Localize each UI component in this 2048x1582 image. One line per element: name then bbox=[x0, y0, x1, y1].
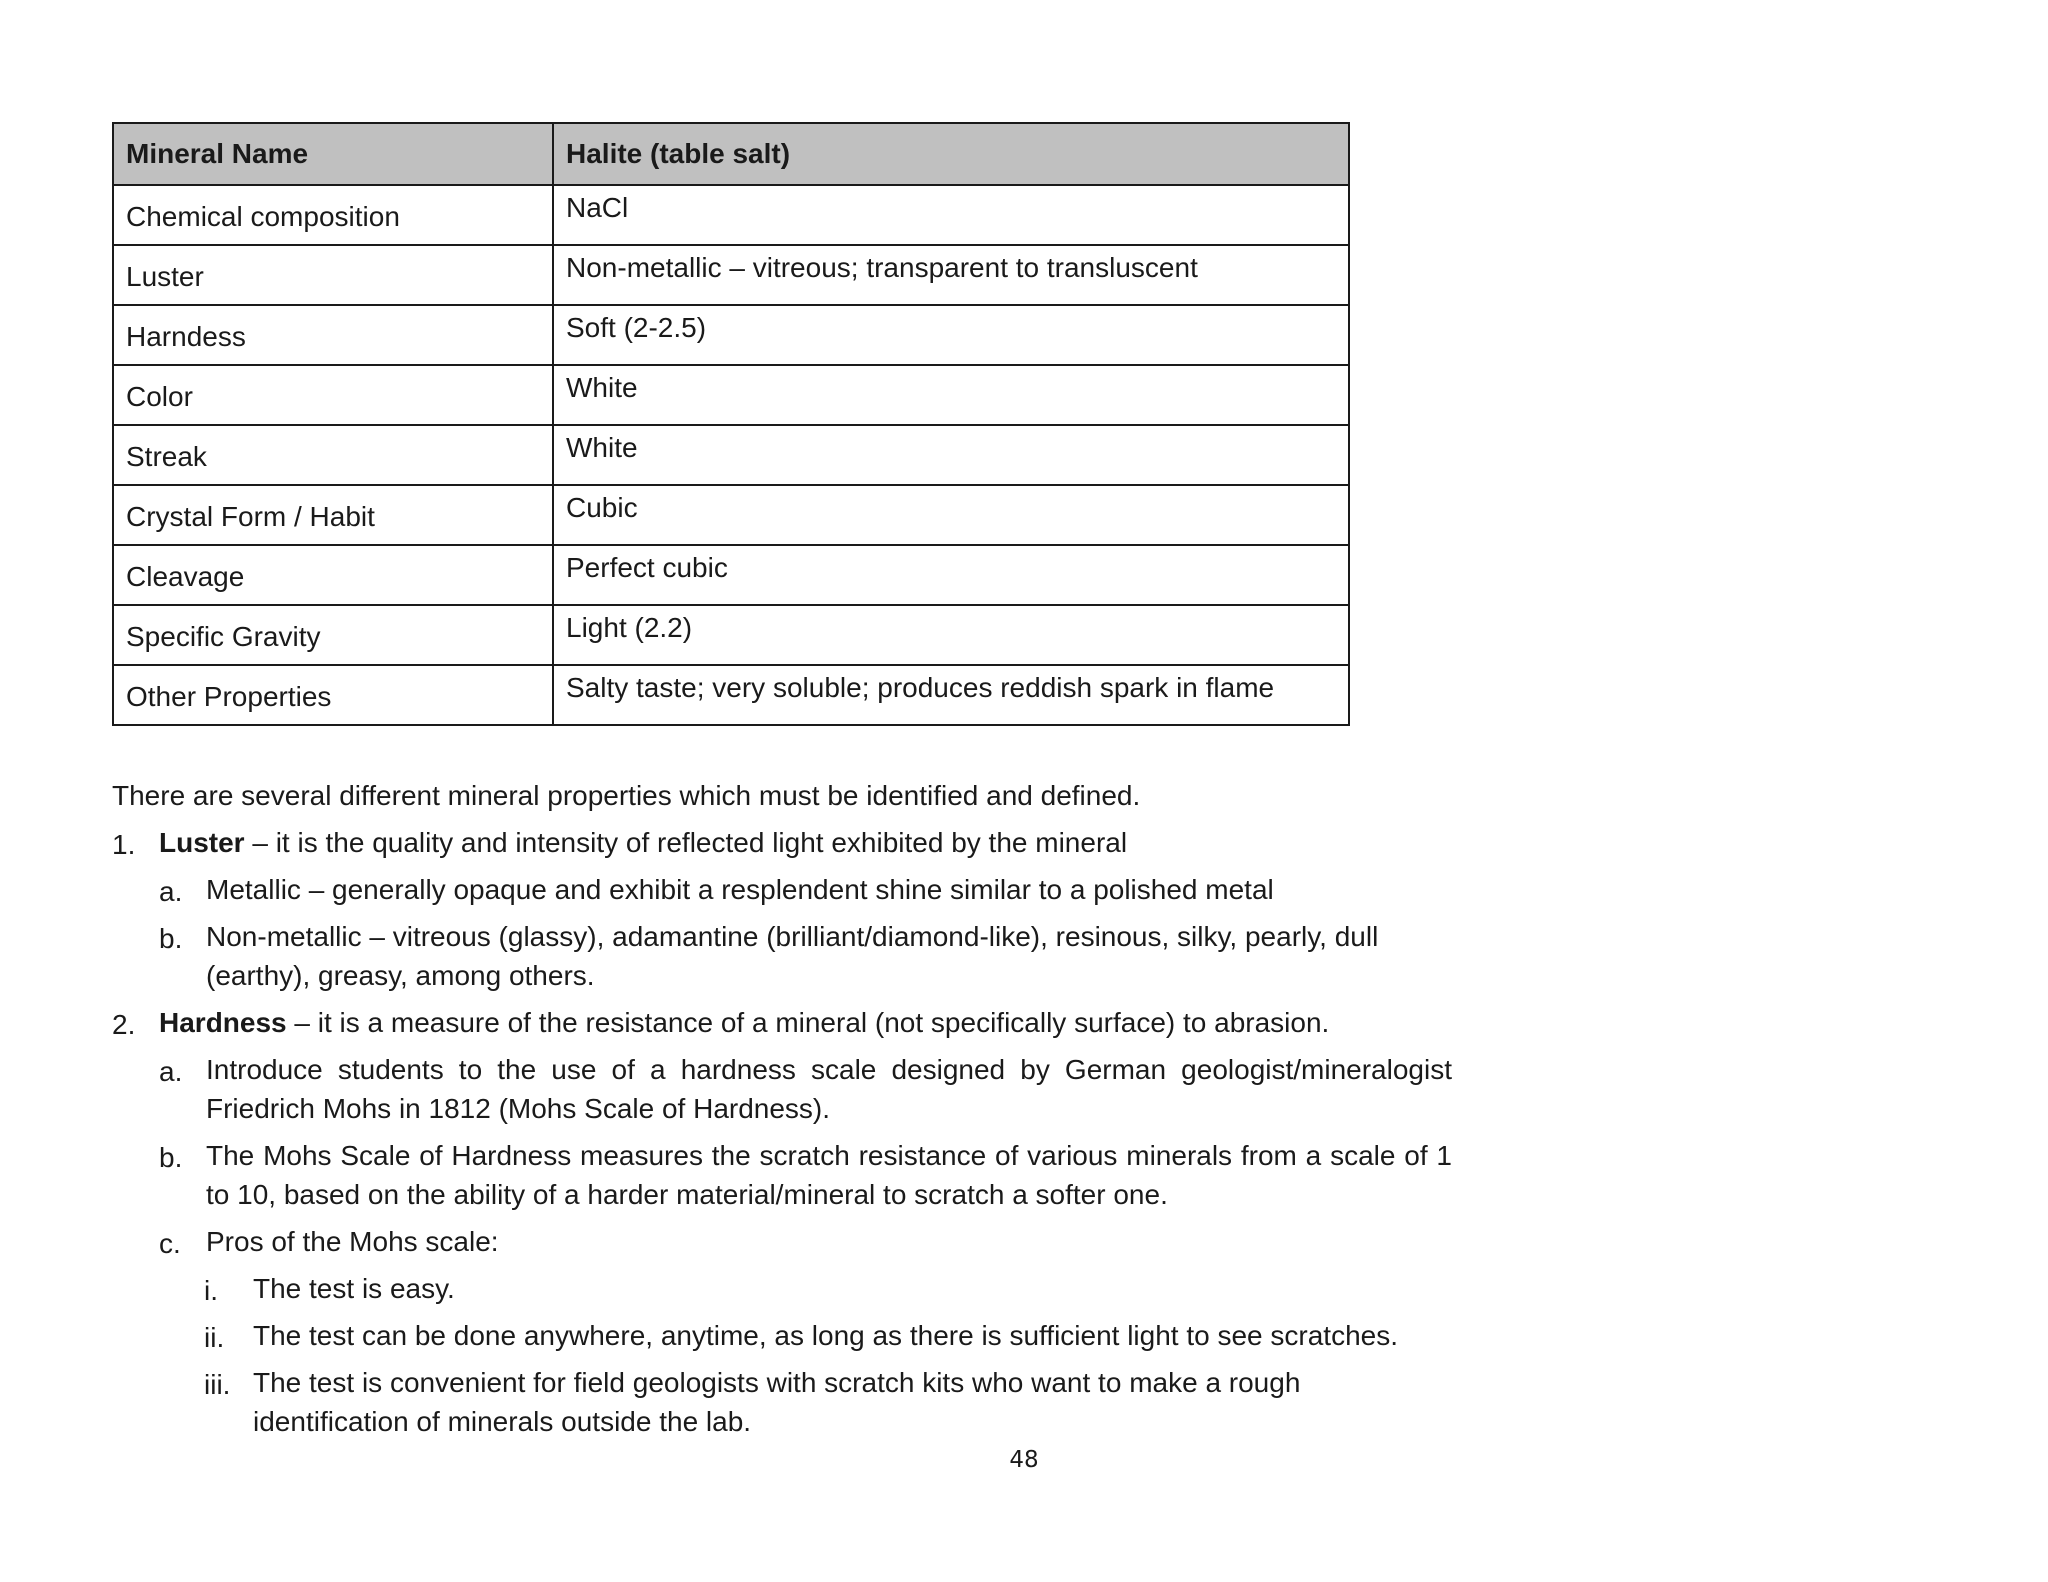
list-item bbox=[112, 1222, 1452, 1261]
list-item-text: Pros of the Mohs scale: bbox=[206, 1226, 499, 1257]
list-item bbox=[112, 1316, 1452, 1355]
property-name: Crystal Form / Habit bbox=[113, 485, 553, 545]
list-item bbox=[112, 870, 1452, 909]
list-marker: i. bbox=[204, 1275, 218, 1306]
table-header-row bbox=[113, 123, 1349, 185]
property-name: Harndess bbox=[113, 305, 553, 365]
property-value: Non-metallic – vitreous; transparent to transluscent bbox=[553, 245, 1349, 305]
list-item bbox=[112, 917, 1452, 995]
list-item bbox=[112, 1363, 1452, 1441]
property-name: Chemical composition bbox=[113, 185, 553, 245]
table-row bbox=[113, 245, 1349, 305]
hardness-definition: – it is a measure of the resistance of a mineral (not specifically surface) to abrasion. bbox=[286, 1007, 1330, 1038]
property-value: Salty taste; very soluble; produces reddish spark in flame bbox=[553, 665, 1349, 725]
list-item-text: Introduce students to the use of a hardness scale designed by German geologist/mineralogist Friedrich Mohs in 1812 (Mohs Scale of Hardness). bbox=[206, 1054, 1452, 1124]
page-number: 48 bbox=[1009, 1447, 1039, 1473]
list-marker: a. bbox=[159, 876, 183, 907]
list-item-text: Metallic – generally opaque and exhibit a resplendent shine similar to a polished metal bbox=[206, 874, 1274, 905]
table-row bbox=[113, 305, 1349, 365]
list-marker: 2. bbox=[112, 1009, 136, 1040]
list-marker: a. bbox=[159, 1056, 183, 1087]
property-value: Perfect cubic bbox=[553, 545, 1349, 605]
list-marker: iii. bbox=[204, 1369, 231, 1400]
table-row bbox=[113, 425, 1349, 485]
table-header-halite: Halite (table salt) bbox=[553, 123, 1349, 185]
property-name: Specific Gravity bbox=[113, 605, 553, 665]
luster-definition: – it is the quality and intensity of reflected light exhibited by the mineral bbox=[244, 827, 1128, 858]
list-item-hardness bbox=[112, 1003, 1452, 1042]
term-hardness: Hardness bbox=[159, 1007, 287, 1038]
property-name: Streak bbox=[113, 425, 553, 485]
property-value: Soft (2-2.5) bbox=[553, 305, 1349, 365]
list-item-text: Non-metallic – vitreous (glassy), adamantine (brilliant/diamond-like), resinous, silky, pearly, dull (earthy), greasy, among others. bbox=[206, 921, 1379, 991]
list-item-text: The Mohs Scale of Hardness measures the scratch resistance of various minerals from a scale of 1 to 10, based on the ability of a harder material/mineral to scratch a softer one. bbox=[206, 1140, 1452, 1210]
list-marker: b. bbox=[159, 1142, 183, 1173]
table-row bbox=[113, 365, 1349, 425]
table-row bbox=[113, 665, 1349, 725]
list-marker: c. bbox=[159, 1228, 181, 1259]
list-item-text: The test is easy. bbox=[253, 1273, 455, 1304]
property-value: Light (2.2) bbox=[553, 605, 1349, 665]
list-item bbox=[112, 1050, 1452, 1128]
property-value: White bbox=[553, 425, 1349, 485]
table-row bbox=[113, 485, 1349, 545]
table-row bbox=[113, 605, 1349, 665]
property-name: Cleavage bbox=[113, 545, 553, 605]
list-marker: ii. bbox=[204, 1322, 225, 1353]
table-row bbox=[113, 185, 1349, 245]
list-item-text: The test can be done anywhere, anytime, as long as there is sufficient light to see scratches. bbox=[253, 1320, 1399, 1351]
intro-paragraph: There are several different mineral properties which must be identified and defined. bbox=[112, 780, 1141, 811]
list-item bbox=[112, 1136, 1452, 1214]
body-text bbox=[112, 776, 1452, 1449]
list-marker: 1. bbox=[112, 829, 136, 860]
table-row bbox=[113, 545, 1349, 605]
list-marker: b. bbox=[159, 923, 183, 954]
property-name: Luster bbox=[113, 245, 553, 305]
list-item-luster bbox=[112, 823, 1452, 862]
mineral-properties-table bbox=[112, 122, 1350, 726]
property-name: Other Properties bbox=[113, 665, 553, 725]
property-value: Cubic bbox=[553, 485, 1349, 545]
property-value: White bbox=[553, 365, 1349, 425]
property-name: Color bbox=[113, 365, 553, 425]
list-item-text: The test is convenient for field geologists with scratch kits who want to make a rough identification of minerals outside the lab. bbox=[253, 1367, 1301, 1437]
property-value: NaCl bbox=[553, 185, 1349, 245]
table-header-mineral-name: Mineral Name bbox=[113, 123, 553, 185]
list-item bbox=[112, 1269, 1452, 1308]
term-luster: Luster bbox=[159, 827, 245, 858]
